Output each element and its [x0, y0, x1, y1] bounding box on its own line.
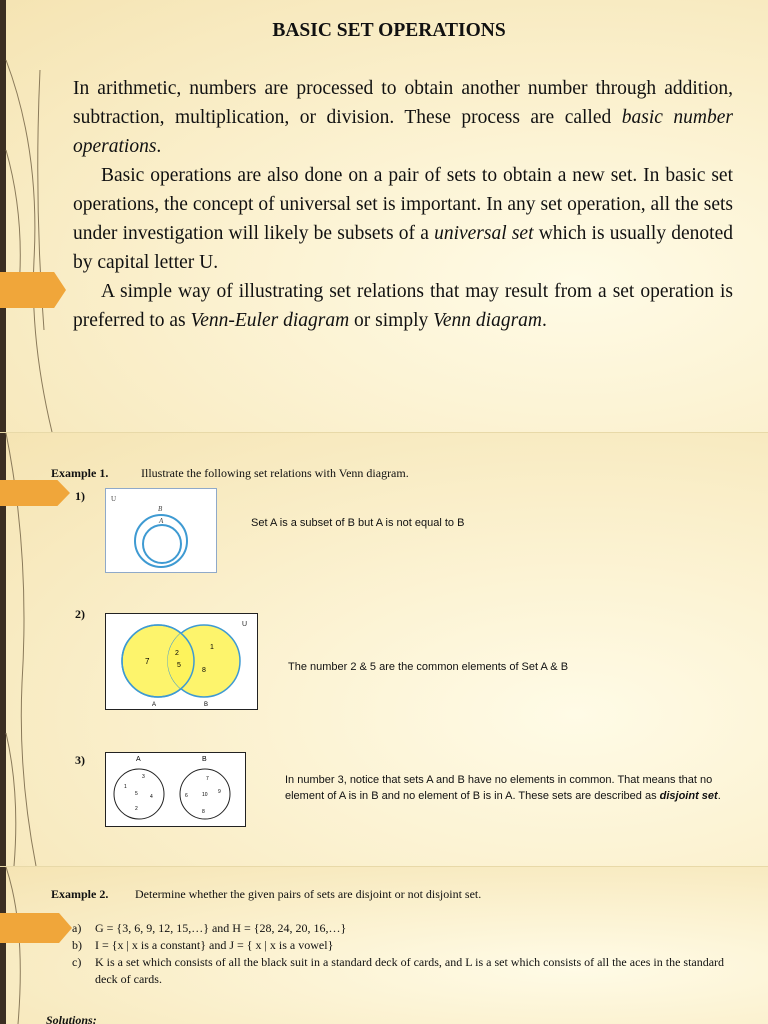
example-1-label: Example 1. [51, 466, 109, 480]
paragraph-universal-set: Basic operations are also done on a pair of sets to obtain a new set. In basic set operations, the concept of universal set is important. In any set operation, all the sets under investigation will likely be subsets of a universal set which is usually denoted by capital letter U. [73, 165, 734, 273]
set-b-label: B [158, 505, 163, 513]
set-a-label: A [159, 517, 164, 525]
example-2-item-list [72, 920, 742, 988]
set-a-circle [143, 525, 181, 563]
example-2-instruction: Determine whether the given pairs of sets are disjoint or not disjoint set. [135, 887, 482, 901]
svg-text:6: 6 [185, 793, 188, 799]
accent-tab [0, 480, 70, 506]
accent-tab [0, 272, 66, 308]
slide-example-1 [0, 433, 768, 866]
item-3-description: In number 3, notice that sets A and B have no elements in common. That means that no element of A is in B and no element of B is in A. These sets are described as disjoint set. [285, 774, 721, 802]
accent-tab [0, 913, 72, 943]
slide-basic-set-operations [0, 0, 768, 432]
set-a-circle [114, 769, 164, 819]
paragraph-arithmetic: In arithmetic, numbers are processed to obtain another number through addition, subtraction, multiplication, or division. These process are called basic number operations. [73, 78, 733, 157]
svg-text:3: 3 [142, 774, 145, 780]
svg-text:5: 5 [135, 791, 138, 797]
set-b-label: B [202, 756, 207, 763]
svg-text:8: 8 [202, 809, 205, 815]
decorative-lines [0, 0, 80, 432]
item-1-description: Set A is a subset of B but A is not equal to B [251, 517, 465, 529]
item-3-number: 3) [75, 753, 85, 767]
solutions-heading: Solutions: [46, 1013, 97, 1024]
page-title: BASIC SET OPERATIONS [272, 20, 506, 41]
svg-text:1: 1 [124, 784, 127, 790]
list-item: b) I = {x | x is a constant} and J = { x | x is a vowel} [72, 938, 334, 952]
item-1-number: 1) [75, 489, 85, 503]
svg-text:7: 7 [206, 776, 209, 782]
venn-intersection-diagram [105, 613, 258, 710]
venn-disjoint-diagram [105, 752, 246, 827]
list-item: a) G = {3, 6, 9, 12, 15,…} and H = {28, 24, 20, 16,…} [72, 921, 347, 935]
universe-label: U [111, 495, 117, 503]
slide-example-2 [0, 867, 768, 1024]
venn-subset-diagram [105, 488, 217, 573]
list-item: c) K is a set which consists of all the black suit in a standard deck of cards, and L is a set which consists of all the aces in the standard deck of cards. [72, 955, 725, 986]
svg-text:10: 10 [202, 792, 208, 798]
svg-text:2: 2 [135, 806, 138, 812]
element-1: 1 [210, 644, 214, 651]
svg-text:4: 4 [150, 794, 153, 800]
universe-label: U [242, 621, 248, 628]
item-2-description: The number 2 & 5 are the common elements of Set A & B [288, 661, 569, 673]
set-a-label: A [152, 702, 157, 708]
element-7: 7 [145, 657, 150, 666]
element-5: 5 [177, 662, 181, 669]
example-1-instruction: Illustrate the following set relations with Venn diagram. [141, 466, 409, 480]
set-b-label: B [204, 702, 209, 708]
example-2-label: Example 2. [51, 887, 109, 901]
set-a-label: A [136, 756, 141, 763]
element-2: 2 [175, 650, 179, 657]
item-2-number: 2) [75, 607, 85, 621]
element-8: 8 [202, 667, 206, 674]
svg-text:9: 9 [218, 789, 221, 795]
paragraph-venn-diagram: A simple way of illustrating set relations that may result from a set operation is preferred to as Venn-Euler diagram or simply Venn diagram. [73, 281, 733, 331]
